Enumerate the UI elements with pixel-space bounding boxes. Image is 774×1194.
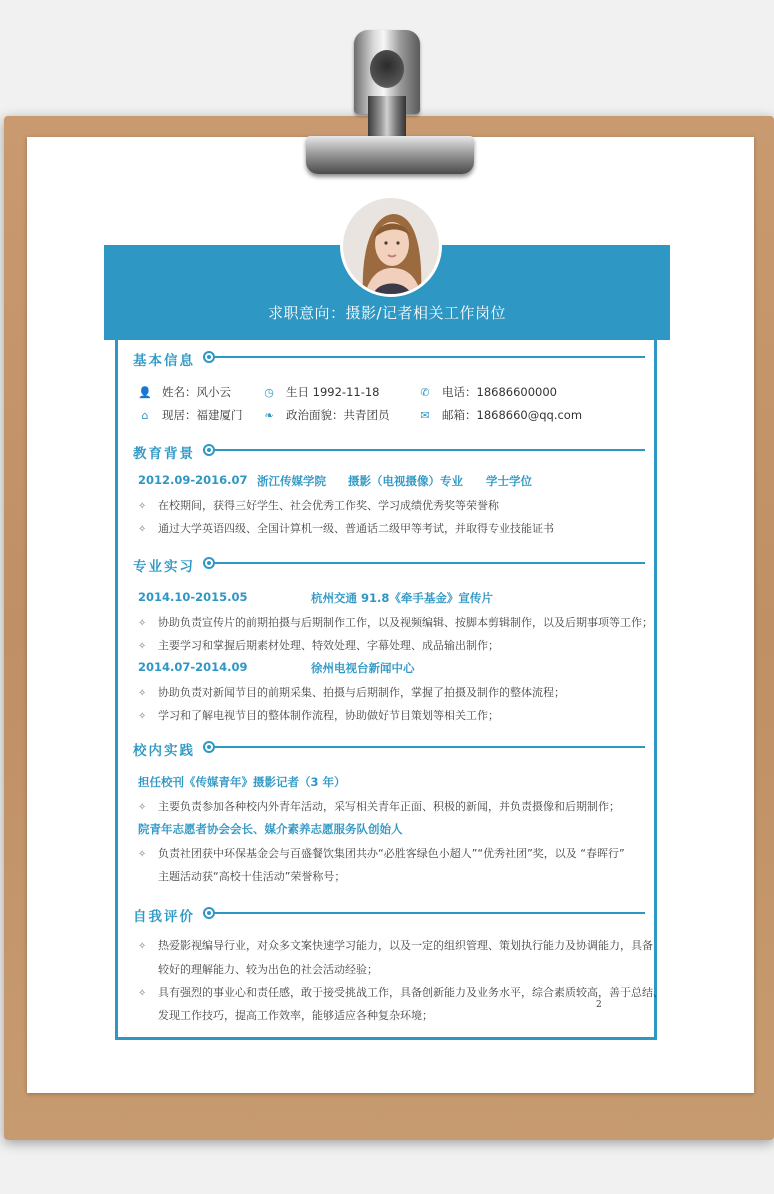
section-dot-icon [203, 444, 215, 456]
education-major: 摄影（电视摄像）专业 [348, 474, 463, 488]
leaf-icon: ❧ [264, 409, 274, 422]
bullet-icon: ✧ [138, 501, 147, 512]
info-email: ✉ 邮箱：1868660@qq.com [418, 407, 582, 423]
bullet-icon: ✧ [138, 941, 147, 952]
internship-company: 徐州电视台新闻中心 [311, 661, 415, 675]
internship-period: 2014.10-2015.05 [138, 590, 248, 604]
bullet-icon: ✧ [138, 641, 147, 652]
bullet-icon: ✧ [138, 688, 147, 699]
avatar [343, 198, 439, 294]
section-dot-icon [203, 351, 215, 363]
info-name: 👤 姓名：风小云 [138, 385, 231, 399]
binder-clip-base [306, 136, 474, 174]
page-number: 2 [596, 1000, 602, 1010]
phone-icon: ✆ [420, 386, 430, 399]
bullet-icon: ✧ [138, 988, 147, 999]
internship-company: 杭州交通 91.8《牵手基金》宣传片 [311, 591, 493, 605]
list-item: ✧ 通过大学英语四级、全国计算机一级、普通话二级甲等考试，并取得专业技能证书 [138, 522, 554, 535]
section-dot-icon [203, 907, 215, 919]
section-dot-icon [203, 557, 215, 569]
list-item: ✧ 负责社团获中环保基金会与百盛餐饮集团共办“必胜客绿色小超人”“优秀社团”奖，以及 “春晖行” [138, 847, 625, 860]
list-item: ✧ 在校期间，获得三好学生、社会优秀工作奖、学习成绩优秀奖等荣誉称 [138, 499, 499, 512]
info-residence: ⌂ 现居：福建厦门 [138, 407, 243, 423]
list-item-continuation: 主题活动获“高校十佳活动”荣誉称号； [158, 870, 346, 883]
section-divider [203, 562, 645, 564]
person-icon: 👤 [138, 386, 152, 399]
info-politics: ❧ 政治面貌：共青团员 [262, 407, 390, 423]
campus-role: 担任校刊《传媒青年》摄影记者（3 年） [138, 775, 346, 789]
section-divider [203, 746, 645, 748]
internship-period: 2014.07-2014.09 [138, 660, 248, 674]
section-title-self: 自我评价 [133, 909, 195, 925]
education-period: 2012.09-2016.07 [138, 473, 248, 487]
info-birthday: ◷ 生日 1992-11-18 [262, 384, 380, 400]
list-item: ✧ 主要负责参加各种校内外青年活动，采写相关青年正面、积极的新闻，并负责摄像和后期制作； [138, 800, 620, 813]
home-icon: ⌂ [141, 409, 149, 422]
list-item-continuation: 较好的理解能力、较为出色的社会活动经验； [158, 963, 378, 976]
section-dot-icon [203, 741, 215, 753]
list-item: ✧ 协助负责宣传片的前期拍摄与后期制作工作，以及视频编辑、按脚本剪辑制作，以及后期事项等工作； [138, 616, 653, 629]
bullet-icon: ✧ [138, 711, 147, 722]
bullet-icon: ✧ [138, 849, 147, 860]
education-school: 浙江传媒学院 [257, 474, 326, 488]
section-divider [203, 356, 645, 358]
job-objective: 求职意向：摄影/记者相关工作岗位 [267, 304, 507, 322]
clock-icon: ◷ [264, 386, 274, 399]
list-item: ✧ 具有强烈的事业心和责任感，敢于接受挑战工作，具备创新能力及业务水平，综合素质较高，善于总结、 [138, 986, 664, 999]
list-item: ✧ 主要学习和掌握后期素材处理、特效处理、字幕处理、成品输出制作； [138, 639, 499, 652]
bullet-icon: ✧ [138, 618, 147, 629]
section-divider [203, 912, 645, 914]
list-item: ✧ 热爱影视编导行业，对众多文案快速学习能力，以及一定的组织管理、策划执行能力及协调能力，具备 [138, 939, 653, 952]
section-divider [203, 449, 645, 451]
list-item: ✧ 学习和了解电视节目的整体制作流程，协助做好节目策划等相关工作； [138, 709, 499, 722]
bullet-icon: ✧ [138, 802, 147, 813]
list-item-continuation: 发现工作技巧，提高工作效率，能够适应各种复杂环境； [158, 1009, 433, 1022]
section-title-internship: 专业实习 [133, 559, 195, 575]
section-title-basic: 基本信息 [133, 353, 195, 369]
list-item: ✧ 协助负责对新闻节目的前期采集、拍摄与后期制作，掌握了拍摄及制作的整体流程； [138, 686, 565, 699]
bullet-icon: ✧ [138, 524, 147, 535]
education-degree: 学士学位 [486, 474, 532, 488]
section-title-education: 教育背景 [133, 446, 195, 462]
mail-icon: ✉ [420, 409, 430, 422]
info-phone: ✆ 电话：18686600000 [418, 384, 557, 400]
section-title-campus: 校内实践 [133, 743, 195, 759]
campus-role: 院青年志愿者协会会长、媒介素养志愿服务队创始人 [138, 822, 403, 836]
